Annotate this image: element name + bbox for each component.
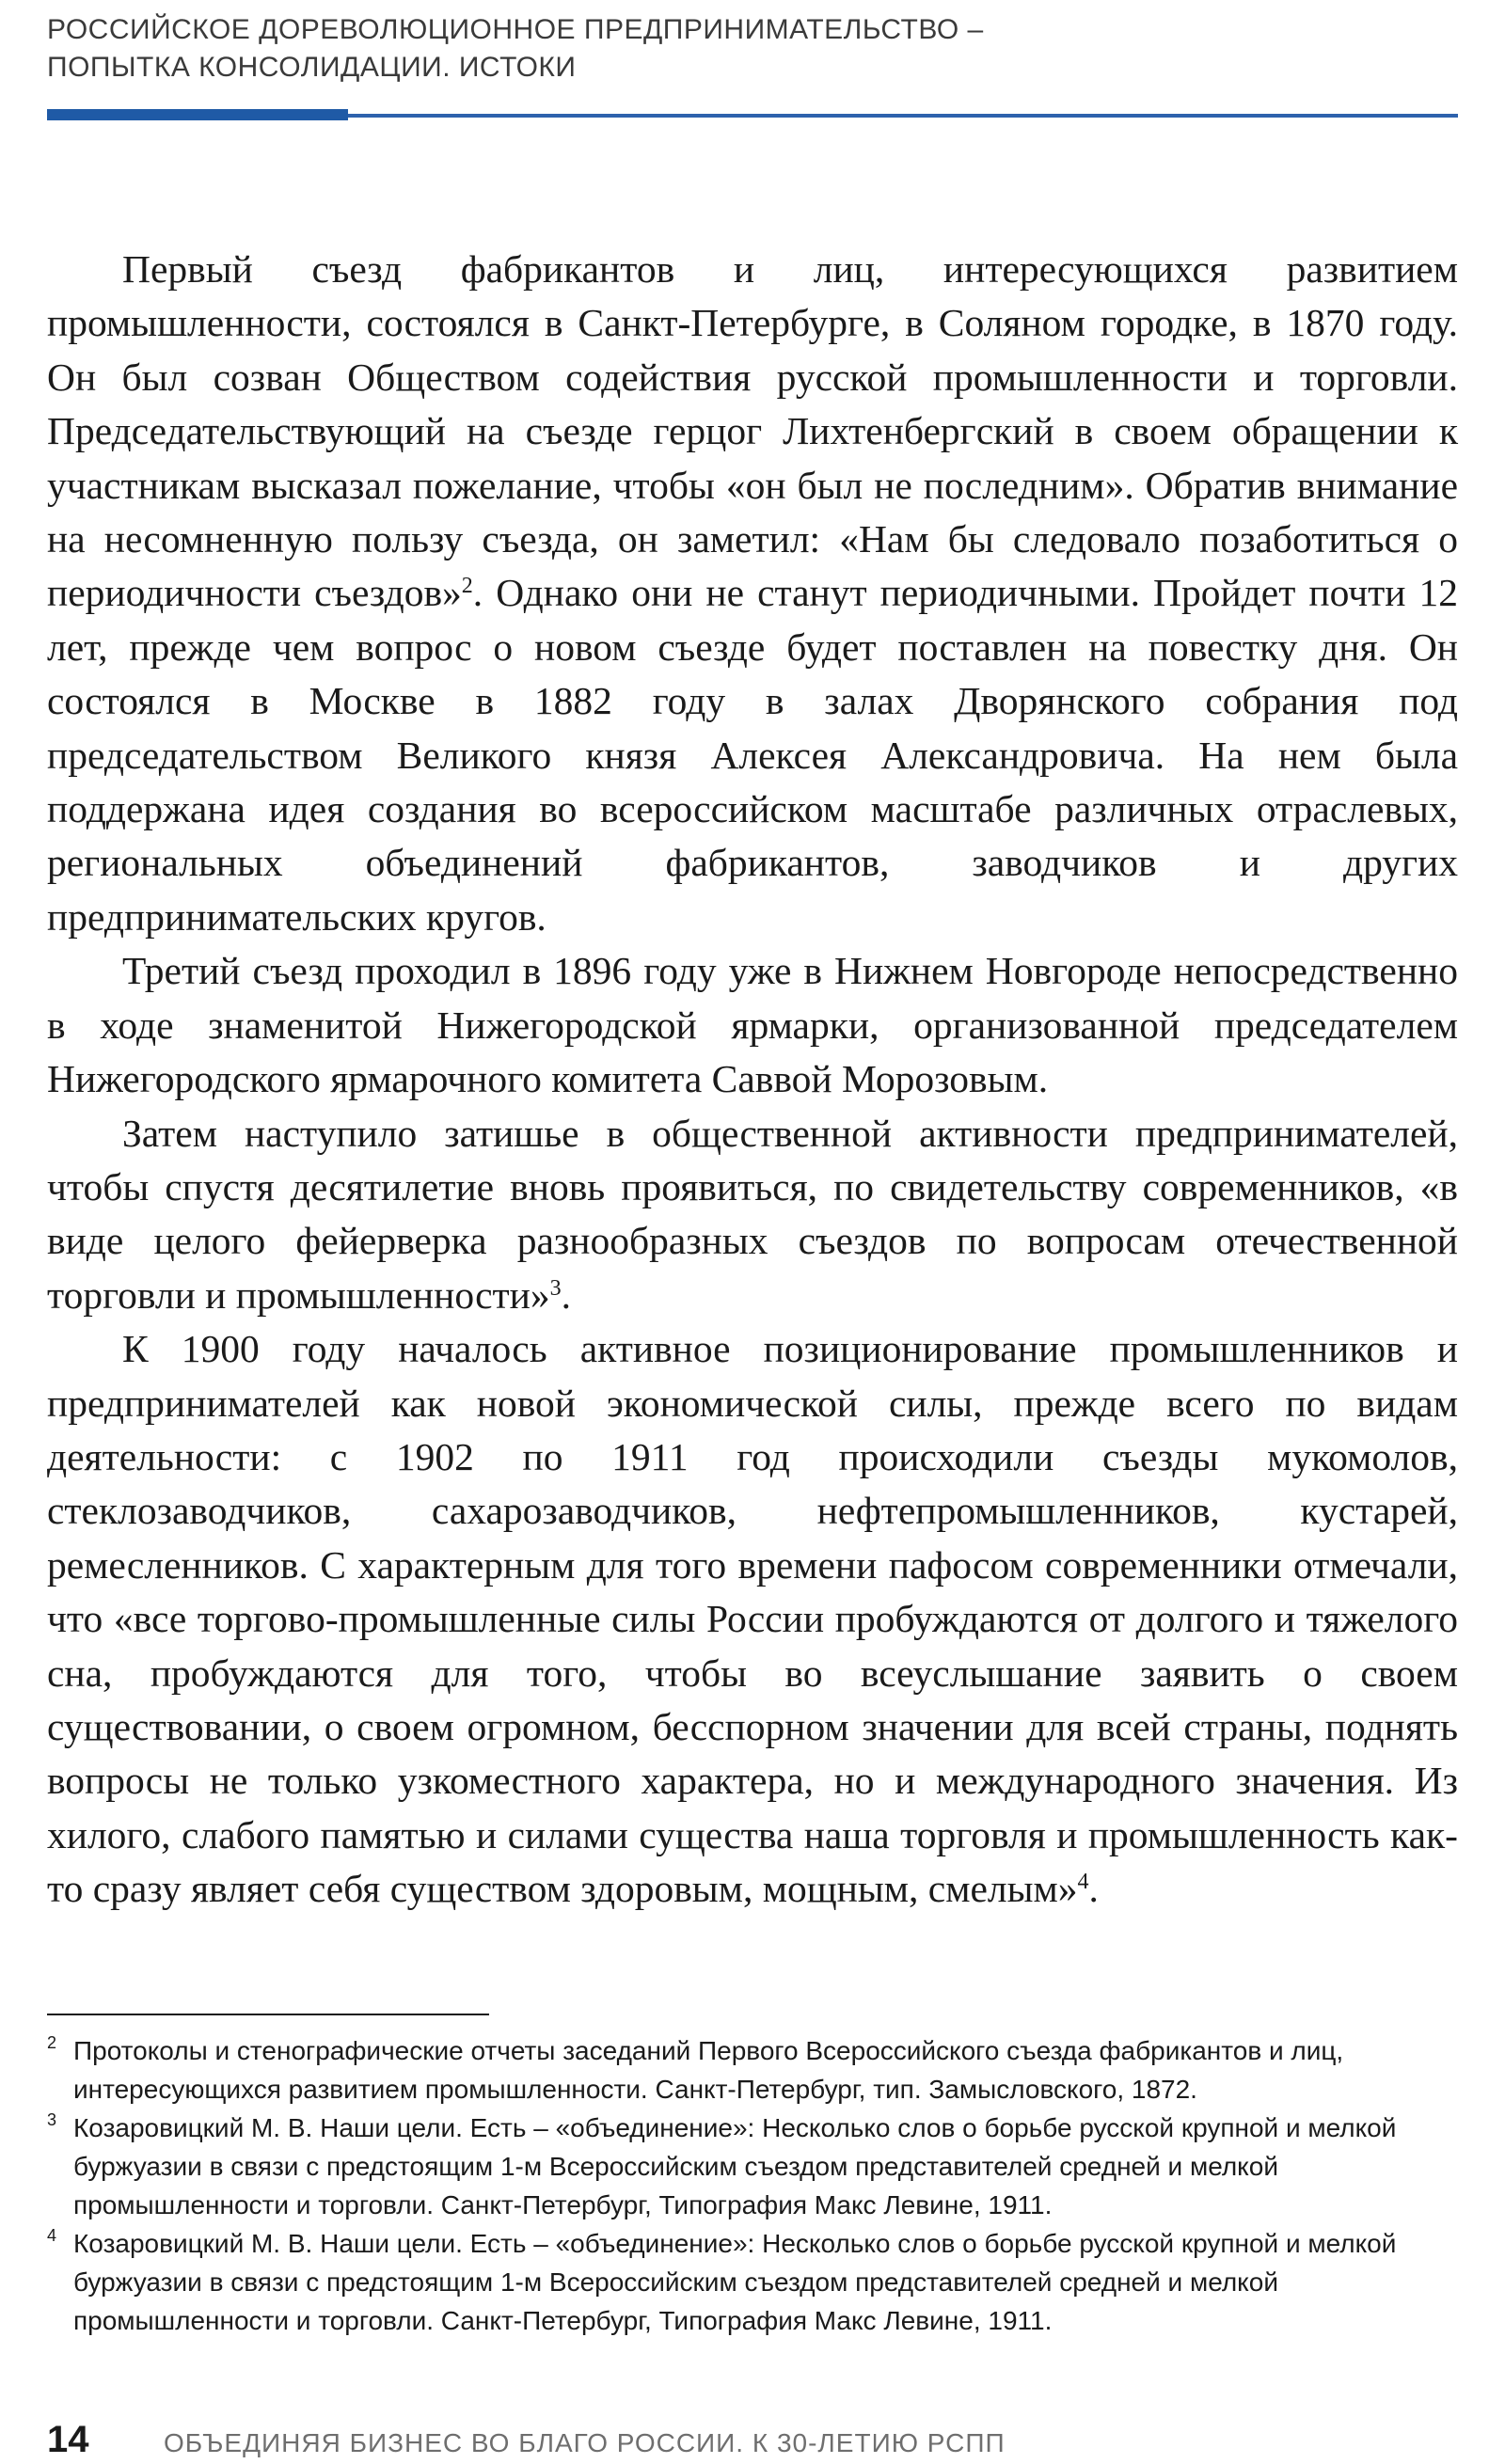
paragraph-4 <box>47 1322 1458 1916</box>
paragraph-4-tail: . <box>1088 1867 1099 1911</box>
footnote-number: 2 <box>47 2033 57 2052</box>
footnote-ref-3[interactable]: 3 <box>549 1275 562 1301</box>
footnote-ref-2[interactable]: 2 <box>461 574 473 599</box>
footnotes <box>47 2031 1458 2340</box>
main-text <box>47 243 1458 1917</box>
running-header-line-1: РОССИЙСКОЕ ДОРЕВОЛЮЦИОННОЕ ПРЕДПРИНИМАТЕЛЬСТВО – <box>47 14 984 45</box>
running-header-line-2: ПОПЫТКА КОНСОЛИДАЦИИ. ИСТОКИ <box>47 52 577 83</box>
footnote-2 <box>47 2031 1458 2109</box>
footnote-number: 4 <box>47 2226 57 2245</box>
running-header <box>47 11 1458 87</box>
footnote-text: Козаровицкий М. В. Наши цели. Есть – «объединение»: Несколько слов о борьбе русской крупной и мелкой буржуазии в связи с предстоящим 1-м Всероссийским съездом представителей средней и мелкой промышленности и торговли. Санкт-Петербург, Типография Макс Левине, 1911. <box>73 2229 1397 2335</box>
footnote-text: Козаровицкий М. В. Наши цели. Есть – «объединение»: Несколько слов о борьбе русской крупной и мелкой буржуазии в связи с предстоящим 1-м Всероссийским съездом представителей средней и мелкой промышленности и торговли. Санкт-Петербург, Типография Макс Левине, 1911. <box>73 2113 1397 2219</box>
paragraph-1-text: Первый съезд фабрикантов и лиц, интересующихся развитием промышленности, состоялся в Санкт-Петербурге, в Соляном городке, в 1870 году. Он был созван Обществом содействия русской промышленности и торговли. Председательствующий на съезде герцог Лихтенбергский в своем обращении к участникам высказал пожелание, чтобы «он был не последним». Обратив внимание на несомненную пользу съезда, он заметил: «Нам бы следовало позаботиться о периодичности съездов» <box>47 247 1458 615</box>
paragraph-3-tail: . <box>561 1272 571 1317</box>
paragraph-3-text: Затем наступило затишье в общественной активности предпринимателей, чтобы спустя десятилетие вновь проявиться, по свидетельству современников, «в виде целого фейерверка разнообразных съездов по вопросам отечественной торговли и промышленности» <box>47 1111 1458 1317</box>
footnote-3 <box>47 2109 1458 2224</box>
footnote-4 <box>47 2224 1458 2340</box>
paragraph-1-tail: . Однако они не станут периодичными. Пройдет почти 12 лет, прежде чем вопрос о новом съезде будет поставлен на повестку дня. Он состоялся в Москве в 1882 году в залах Дворянского собрания под председательством Великого князя Алексея Александровича. На нем была поддержана идея создания во всероссийском масштабе различных отраслевых, региональных объединений фабрикантов, заводчиков и других предпринимательских кругов. <box>47 571 1458 939</box>
footnote-divider <box>47 2014 489 2015</box>
paragraph-1 <box>47 243 1458 944</box>
header-accent-bar <box>47 109 348 120</box>
footnote-text: Протоколы и стенографические отчеты заседаний Первого Всероссийского съезда фабрикантов и лиц, интересующихся развитием промышленности. Санкт-Петербург, тип. Замысловского, 1872. <box>73 2036 1344 2104</box>
footnote-number: 3 <box>47 2110 57 2129</box>
footnote-ref-4[interactable]: 4 <box>1077 1870 1089 1895</box>
page-number: 14 <box>47 2419 89 2460</box>
paragraph-4-text: К 1900 году началось активное позиционирование промышленников и предпринимателей как новой экономической силы, прежде всего по видам деятельности: с 1902 по 1911 год происходили съезды мукомолов, стеклозаводчиков, сахарозаводчиков, нефтепромышленников, кустарей, ремесленников. С характерным для того времени пафосом современники отмечали, что «все торгово-промышленные силы России пробуждаются от долгого и тяжелого сна, пробуждаются для того, чтобы во всеуслышание заявить о своем существовании, о своем огромном, бесспорном значении для всей страны, поднять вопросы не только узкоместного характера, но и международного значения. Из хилого, слабого памятью и силами существа наша торговля и промышленность как-то сразу являет себя существом здоровым, мощным, смелым» <box>47 1327 1458 1911</box>
header-rule-line <box>348 114 1458 118</box>
footer-title: ОБЪЕДИНЯЯ БИЗНЕС ВО БЛАГО РОССИИ. К 30-ЛЕТИЮ РСПП <box>164 2428 1006 2457</box>
paragraph-2: Третий съезд проходил в 1896 году уже в Нижнем Новгороде непосредственно в ходе знаменитой Нижегородской ярмарки, организованной председателем Нижегородского ярмарочного комитета Саввой Морозовым. <box>47 949 1458 1101</box>
page-footer <box>47 2419 1458 2464</box>
paragraph-3 <box>47 1107 1458 1323</box>
